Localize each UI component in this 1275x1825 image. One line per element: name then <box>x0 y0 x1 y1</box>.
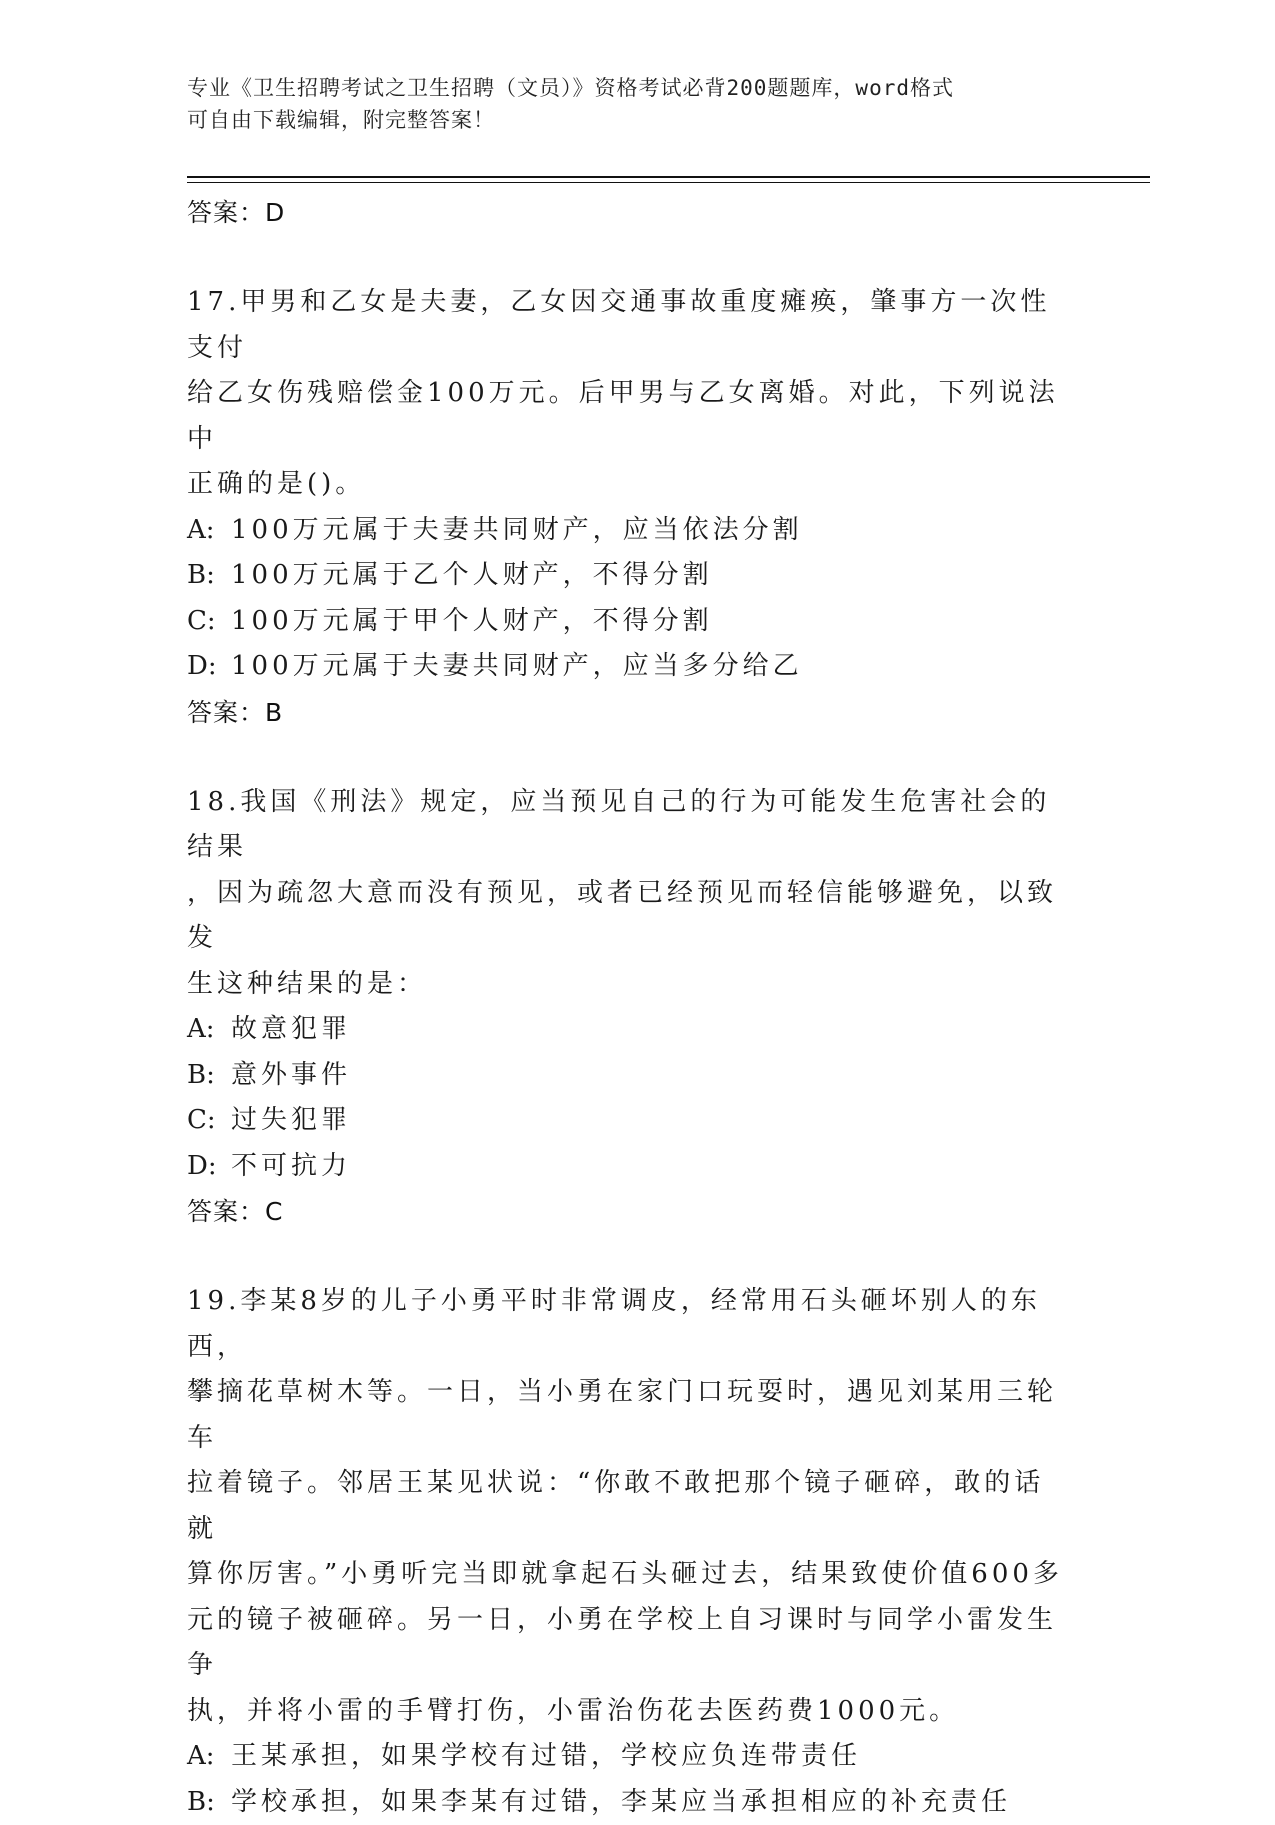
question-19-stem-line: 拉着镜子。邻居王某见状说：“你敢不敢把那个镜子砸碎，敢的话就 <box>187 1461 1067 1552</box>
option-key: B: <box>187 553 231 599</box>
answer-18: 答案：C <box>187 1189 1087 1235</box>
header-divider-thin <box>187 182 1150 183</box>
option-text: 不可抗力 <box>231 1151 351 1181</box>
question-18-stem-line: 生这种结果的是： <box>187 962 1067 1008</box>
question-17-option-d <box>187 644 1087 690</box>
question-19 <box>187 1279 1087 1825</box>
option-text: 100万元属于乙个人财产，不得分割 <box>231 560 713 590</box>
question-17-option-c <box>187 599 1087 645</box>
page-header <box>187 72 1067 136</box>
option-key: C: <box>187 1098 231 1144</box>
question-19-stem-line: 执，并将小雷的手臂打伤，小雷治伤花去医药费1000元。 <box>187 1689 1067 1735</box>
option-key: D: <box>187 644 231 690</box>
option-key: A: <box>187 1734 231 1780</box>
option-key: B: <box>187 1053 231 1099</box>
question-18-option-b <box>187 1053 1087 1099</box>
question-19-option-b <box>187 1780 1087 1825</box>
question-19-option-a <box>187 1734 1087 1780</box>
question-19-stem <box>187 1279 1067 1734</box>
header-line-1: 专业《卫生招聘考试之卫生招聘（文员）》资格考试必背200题题库，word格式 <box>187 72 1067 104</box>
option-text: 过失犯罪 <box>231 1105 351 1135</box>
question-18 <box>187 780 1087 1236</box>
question-19-stem-line: 算你厉害。”小勇听完当即就拿起石头砸过去，结果致使价值600多 <box>187 1552 1067 1598</box>
question-18-stem <box>187 780 1067 1008</box>
option-text: 100万元属于甲个人财产，不得分割 <box>231 606 713 636</box>
header-divider-thick <box>187 176 1150 178</box>
question-17-option-b <box>187 553 1087 599</box>
option-text: 学校承担，如果李某有过错，李某应当承担相应的补充责任 <box>231 1787 1011 1817</box>
option-text: 100万元属于夫妻共同财产，应当依法分割 <box>231 515 803 545</box>
question-17-stem <box>187 280 1067 508</box>
option-key: A: <box>187 508 231 554</box>
option-key: A: <box>187 1007 231 1053</box>
option-text: 故意犯罪 <box>231 1014 351 1044</box>
option-text: 意外事件 <box>231 1060 351 1090</box>
question-18-option-d <box>187 1144 1087 1190</box>
option-key: C: <box>187 599 231 645</box>
question-17-stem-line: 17.甲男和乙女是夫妻，乙女因交通事故重度瘫痪，肇事方一次性支付 <box>187 280 1067 371</box>
page-content <box>187 190 1087 1825</box>
question-17-stem-line: 给乙女伤残赔偿金100万元。后甲男与乙女离婚。对此，下列说法中 <box>187 371 1067 462</box>
option-text: 100万元属于夫妻共同财产，应当多分给乙 <box>231 651 803 681</box>
option-text: 王某承担，如果学校有过错，学校应负连带责任 <box>231 1741 861 1771</box>
question-19-stem-line: 攀摘花草树木等。一日，当小勇在家门口玩耍时，遇见刘某用三轮车 <box>187 1370 1067 1461</box>
header-line-2: 可自由下载编辑，附完整答案！ <box>187 104 1067 136</box>
question-17-stem-line: 正确的是()。 <box>187 462 1067 508</box>
answer-17: 答案：B <box>187 690 1087 736</box>
question-19-stem-line: 19.李某8岁的儿子小勇平时非常调皮，经常用石头砸坏别人的东西， <box>187 1279 1067 1370</box>
question-18-option-c <box>187 1098 1087 1144</box>
option-key: D: <box>187 1144 231 1190</box>
answer-16: 答案：D <box>187 190 1087 236</box>
question-19-stem-line: 元的镜子被砸碎。另一日，小勇在学校上自习课时与同学小雷发生争 <box>187 1598 1067 1689</box>
option-key: B: <box>187 1780 231 1825</box>
question-18-stem-line: ，因为疏忽大意而没有预见，或者已经预见而轻信能够避免，以致发 <box>187 871 1067 962</box>
question-18-stem-line: 18.我国《刑法》规定，应当预见自己的行为可能发生危害社会的结果 <box>187 780 1067 871</box>
question-17-option-a <box>187 508 1087 554</box>
question-17 <box>187 280 1087 736</box>
question-18-option-a <box>187 1007 1087 1053</box>
